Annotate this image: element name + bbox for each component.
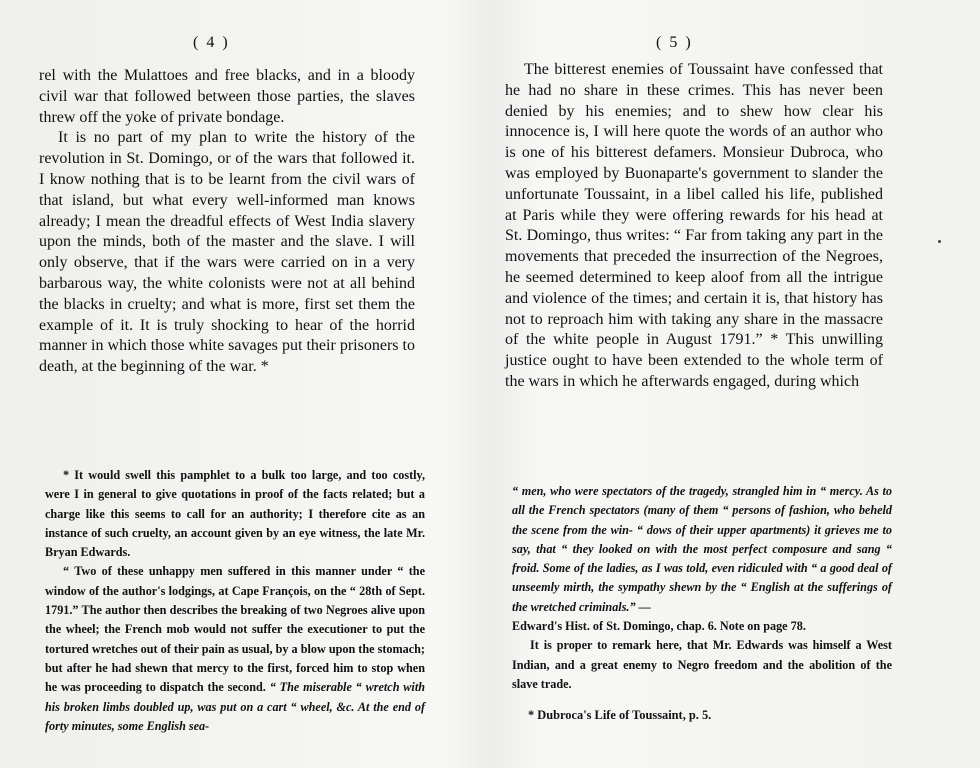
footnotes <box>45 466 425 736</box>
right-page <box>490 0 980 768</box>
page-number: ( 5 ) <box>656 34 693 51</box>
footnote-quote <box>45 562 425 736</box>
page-number: ( 4 ) <box>193 34 230 51</box>
paragraph: It is no part of my plan to write the history of the revolution in St. Domingo, or of the wars that followed it. I know nothing that is to be learnt from the civil wars of that island, but what every well-informed man knows already; I mean the dreadful effects of West India slavery upon the minds, both of the master and the slave. I will only observe, that if the wars were carried on in a very barbarous way, the white colonists were not at all behind the blacks in cruelty; and what is more, first set them the example of it. It is truly shocking to hear of the horrid manner in which those white savages put their prisoners to death, at the beginning of the war. * <box>39 129 415 376</box>
speck <box>938 240 941 243</box>
footnotes <box>512 482 892 694</box>
main-text <box>39 66 415 378</box>
source-citation: Edward's Hist. of St. Domingo, chap. 6. Note on page 78. <box>512 619 806 634</box>
quote-text: “ Two of these unhappy men suffered in this manner under “ the window of the author's lodgings, at Cape François, on the “ 28th of Sept. 1791.” The author then describes the breaking of two Negroes alive upon the wheel; the French mob would not suffer the executioner to put the tortured wretches out of their pain as usual, by a blow upon the stomach; but after he had shewn that mercy to the first, forced him to stop when he was proceeding to dispatch the second. <box>45 564 425 695</box>
footnote: * It would swell this pamphlet to a bulk too large, and too costly, were I in general to give quotations in proof of the facts related; but a charge like this seems to call for an authority; I therefore cite as an instance of such cruelty, an account given by an eye witness, the late Mr. Bryan Edwards. <box>45 468 425 560</box>
footnote: * Dubroca's Life of Toussaint, p. 5. <box>528 708 712 722</box>
paragraph: rel with the Mulattoes and free blacks, and in a bloody civil war that followed between those parties, the slaves threw off the yoke of private bondage. <box>39 67 415 126</box>
quote-italic: “ The miserable “ wretch with his broken limbs doubled up, was put on a cart “ wheel, &c. At the end of forty minutes, some English sea- <box>45 680 425 733</box>
remark: It is proper to remark here, that Mr. Edwards was himself a West Indian, and a great enemy to Negro freedom and the abolition of the slave trade. <box>512 638 892 691</box>
quote-continuation: “ men, who were spectators of the tragedy, strangled him in “ mercy. As to all the French spectators (many of them “ persons of fashion, who beheld the scene from the win- “ dows of their upper apartments) it grieves me to say, that “ they looked on with the most perfect composure and sang “ froid. Some of the ladies, as I was told, even ridiculed with “ a good deal of unseemly mirth, the sympathy shewn by the “ English at the sufferings of the wretched criminals.” — <box>512 484 892 614</box>
paragraph: The bitterest enemies of Toussaint have confessed that he had no share in these crimes. This has never been denied by his enemies; and to shew how clear his innocence is, I will here quote the words of an author who is one of his bitterest defamers. Monsieur Dubroca, who was employed by Buonaparte's government to slander the unfortunate Toussaint, in a libel called his life, published at Paris while they were offering rewards for his head at St. Domingo, thus writes: “ Far from taking any part in the movements that preceded the insurrection of the Negroes, he seemed determined to keep aloof from all the intrigue and violence of the times; and certain it is, that history has not to reproach him with taking any share in the massacre of the white people in August 1791.” * This unwilling justice ought to have been extended to the whole term of the wars in which he afterwards engaged, during which <box>505 61 883 390</box>
main-text <box>505 60 883 393</box>
